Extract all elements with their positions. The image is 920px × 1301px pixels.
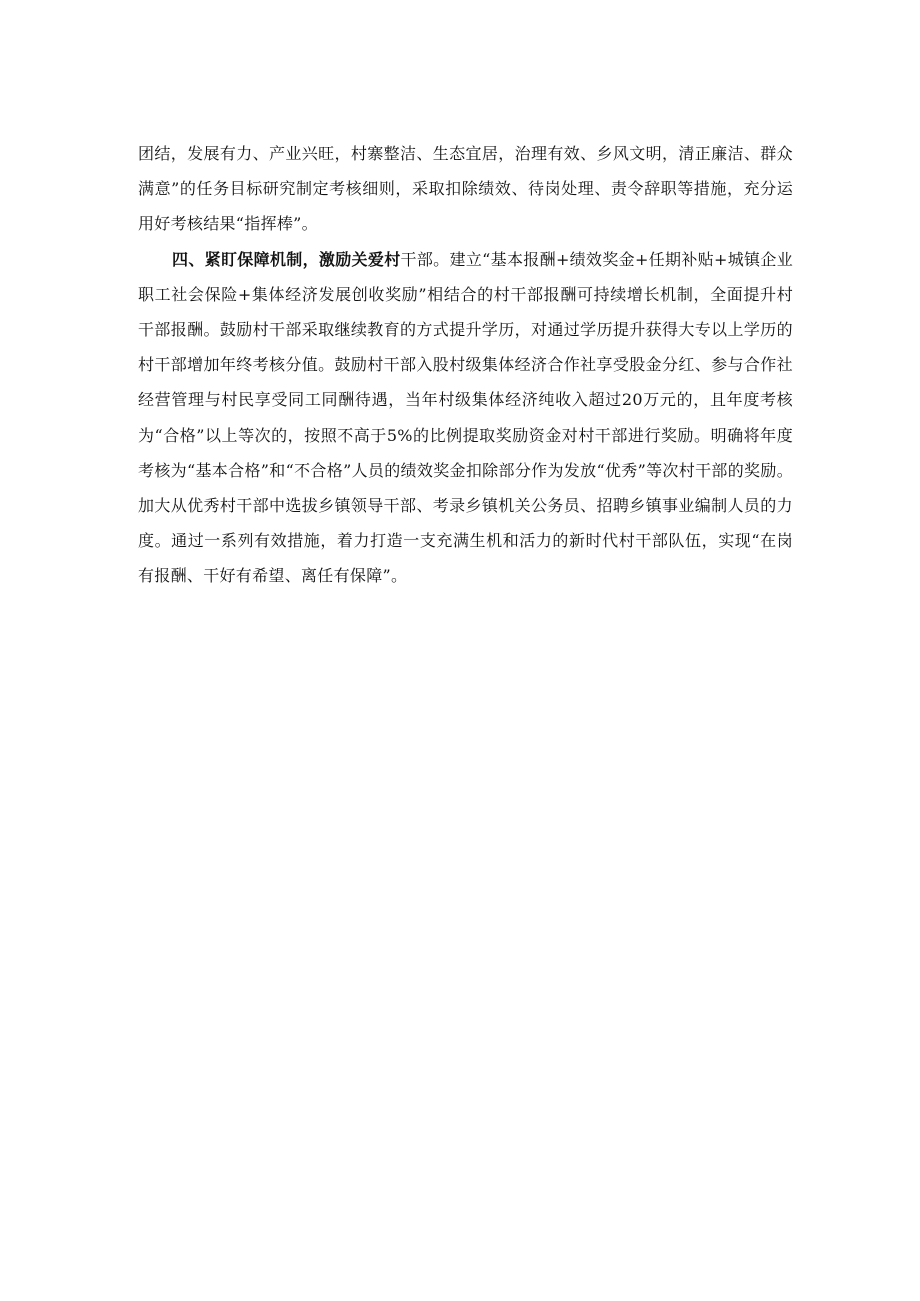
paragraph-section-four <box>138 242 793 594</box>
paragraph-continuation <box>138 136 793 242</box>
paragraph-text: 干部。建立“基本报酬+绩效奖金+任期补贴+城镇企业职工社会保险+集体经济发展创收奖励”相结合的村干部报酬可持续增长机制，全面提升村干部报酬。鼓励村干部采取继续教育的方式提升学历，对通过学历提升获得大专以上学历的村干部增加年终考核分值。鼓励村干部入股村级集体经济合作社享受股金分红、参与合作社经营管理与村民享受同工同酬待遇，当年村级集体经济纯收入超过20万元的，且年度考核为“合格”以上等次的，按照不高于5%的比例提取奖励资金对村干部进行奖励。明确将年度考核为“基本合格”和“不合格”人员的绩效奖金扣除部分作为发放“优秀”等次村干部的奖励。加大从优秀村干部中选拔乡镇领导干部、考录乡镇机关公务员、招聘乡镇事业编制人员的力度。通过一系列有效措施，着力打造一支充满生机和活力的新时代村干部队伍，实现“在岗有报酬、干好有希望、离任有保障”。 <box>138 249 793 586</box>
document-body <box>138 136 793 594</box>
paragraph-text: 团结，发展有力、产业兴旺，村寨整洁、生态宜居，治理有效、乡风文明，清正廉洁、群众满意”的任务目标研究制定考核细则，采取扣除绩效、待岗处理、责令辞职等措施，充分运用好考核结果“指挥棒”。 <box>138 144 793 234</box>
section-heading: 四、紧盯保障机制，激励关爱村 <box>172 249 401 269</box>
